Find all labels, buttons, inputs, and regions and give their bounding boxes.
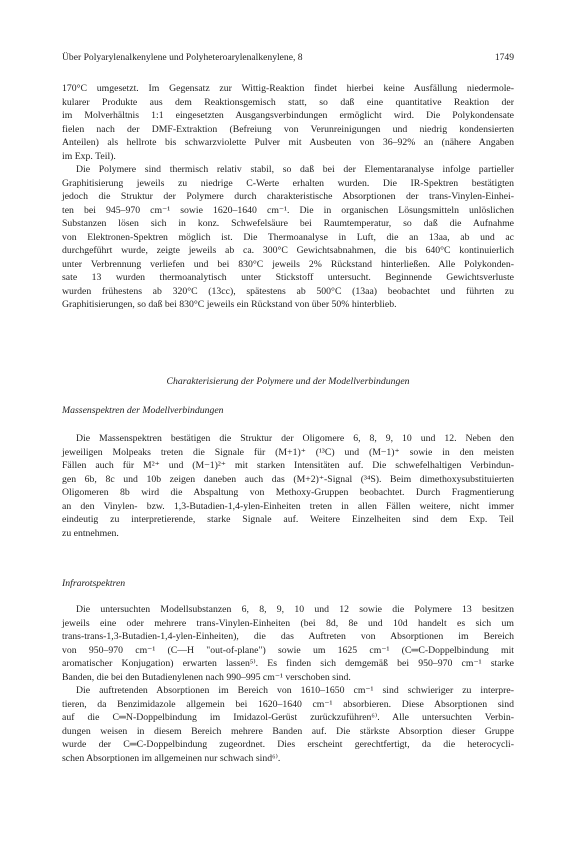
subsection-infrared: Infrarotspektren [62, 578, 126, 589]
text-line: von 950–970 cm⁻¹ (C—H "out-of-plane") sowie um 1625 cm⁻¹ (C═C-Doppelbindung mit [62, 644, 514, 656]
text-line: Oligomeren 8b wird die Abspaltung von Methoxy-Gruppen beobachtet. Durch Fragmentierung [62, 487, 514, 499]
running-header [62, 52, 514, 63]
text-line: wurden frühestens ab 320°C (13cc), spätestens ab 500°C (13aa) beobachtet und führten zu [62, 285, 514, 297]
paragraph-reaction-conditions [62, 82, 514, 163]
text-line: auf die C═N-Doppelbindung im Imidazol-Gerüst zurückzuführen⁶⁾. Alle untersuchten Verbin- [62, 712, 514, 724]
text-line: Fällen auch für M²⁺ und (M−1)²⁺ mit starken Intensitäten auf. Die schwefelhaltigen Verbindun- [62, 460, 514, 472]
text-line: kularer Produkte aus dem Reaktionsgemisch statt, so daß eine quantitative Reaktion der [62, 96, 514, 108]
text-line: Die untersuchten Modellsubstanzen 6, 8, 9, 10 und 12 sowie die Polymere 13 besitzen [76, 604, 514, 615]
paragraph-infrared-1 [62, 603, 514, 684]
text-line: durchgeführt wurde, zeigte jeweils ab ca. 300°C Gewichtsabnahmen, die bis 640°C kontinuierlich [62, 245, 514, 257]
text-line: an den Vinylen- bzw. 1,3-Butadien-1,4-ylen-Einheiten treten in allen Fällen weitere, nicht immer [62, 500, 514, 512]
text-line: Graphitisierung jeweils zu niedrige C-Werte erhalten wurden. Die IR-Spektren bestätigten [62, 177, 514, 189]
text-line: von Elektronen-Spektren möglich ist. Die Thermoanalyse in Luft, die an 13aa, ab und ac [62, 231, 514, 243]
text-line: trans-trans-1,3-Butadien-1,4-ylen-Einheiten), die das Auftreten von Absorptionen im Bereich [62, 631, 514, 643]
text-line: fielen nach der DMF-Extraktion (Befreiung von Verunreinigungen und niedrig kondensierten [62, 123, 514, 135]
text-line: schen Absorptionen im allgemeinen nur schwach sind⁶⁾. [62, 752, 281, 764]
page-number: 1749 [494, 52, 514, 63]
text-line: im Molverhältnis 1:1 eingesetzten Ausgangsverbindungen ermöglicht wird. Die Polykondensate [62, 110, 514, 122]
text-line: gen 6b, 8c und 10b zeigen daneben auch das (M+2)⁺-Signal (³⁴S). Beim dimethoxysubstituierten [62, 473, 514, 485]
text-line: eindeutig zu interpretierende, starke Signale auf. Weitere Einzelheiten sind dem Exp. Teil [62, 514, 514, 526]
text-line: 170°C umgesetzt. Im Gegensatz zur Wittig-Reaktion findet hierbei keine Ausfällung niedermole- [62, 83, 514, 94]
text-line: jeweils eine oder mehrere trans-Vinylen-Einheiten (bei 8d, 8e und 10d handelt es sich um [62, 617, 514, 629]
text-line: tieren, da Benzimidazole allgemein bei 1620–1640 cm⁻¹ absorbieren. Diese Absorptionen sind [62, 698, 514, 710]
subsection-mass-spectra: Massenspektren der Modellverbindungen [62, 405, 224, 416]
text-line: wurde der C═C-Doppelbindung zugeordnet. Dies erscheint gerechtfertigt, da die heterocycli- [62, 739, 514, 751]
text-line: unter Verbrennung verliefen und bei 830°C jeweils 2% Rückstand hinterließen. Alle Polykonden- [62, 258, 514, 270]
paragraph-infrared-2 [62, 684, 514, 765]
text-line: im Exp. Teil). [62, 150, 116, 162]
paragraph-mass-spectra [62, 432, 514, 540]
text-line: Banden, die bei den Butadienylenen nach 990–995 cm⁻¹ verschoben sind. [62, 671, 351, 683]
header-title: Über Polyarylenalkenylene und Polyheteroarylenalkenylene, 8 [62, 52, 303, 63]
text-line: ten bei 945–970 cm⁻¹ sowie 1620–1640 cm⁻¹. Die in organischen Lösungsmitteln unlöslichen [62, 204, 514, 216]
text-line: Substanzen lösen sich in konz. Schwefelsäure bei Raumtemperatur, so daß die Aufnahme [62, 218, 514, 230]
section-title: Charakterisierung der Polymere und der Modellverbindungen [166, 376, 410, 387]
text-line: Die auftretenden Absorptionen im Bereich von 1610–1650 cm⁻¹ sind schwieriger zu interpre- [76, 685, 514, 696]
text-line: jeweiligen Molpeaks treten die Signale für (M+1)⁺ (¹³C) und (M−1)⁺ sowie in den meisten [62, 446, 514, 458]
text-line: Die Massenspektren bestätigen die Struktur der Oligomere 6, 8, 9, 10 und 12. Neben den [76, 433, 514, 444]
text-line: jedoch die Struktur der Polymere durch charakteristische Absorptionen der trans-Vinylen-Einhei- [62, 191, 514, 203]
text-line: Anteilen) als hellrote bis schwarzviolette Pulver mit Ausbeuten von 36–92% an (nähere Angaben [62, 137, 514, 149]
text-line: aromatischer Konjugation) erwarten lassen⁵⁾. Es finden sich demgemäß bei 950–970 cm⁻¹ starke [62, 658, 514, 670]
text-line: zu entnehmen. [62, 527, 119, 539]
text-line: dungen weisen in diesem Bereich mehrere Banden auf. Die stärkste Absorption dieser Gruppe [62, 725, 514, 737]
text-line: sate 13 wurden thermoanalytisch unter Stickstoff untersucht. Beginnende Gewichtsverluste [62, 272, 514, 284]
text-line: Die Polymere sind thermisch relativ stabil, so daß bei der Elementaranalyse infolge partieller [76, 164, 514, 175]
text-line: Graphitisierungen, so daß bei 830°C jeweils ein Rückstand von über 50% hinterblieb. [62, 299, 397, 311]
paragraph-thermal-stability [62, 163, 514, 312]
